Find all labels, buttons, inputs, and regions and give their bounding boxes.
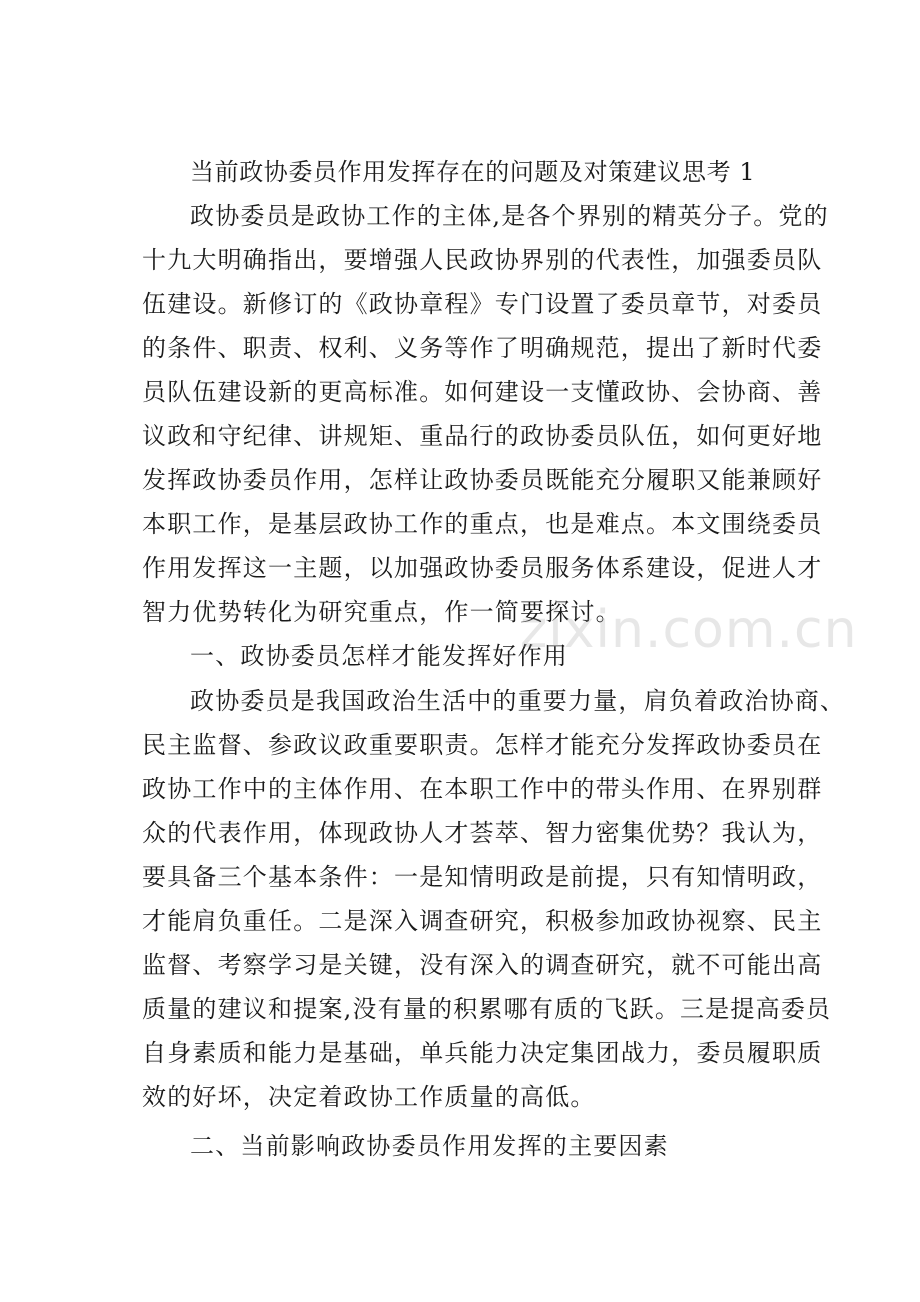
paragraph-line: 监督、考察学习是关键，没有深入的调查研究，就不可能出高 <box>142 951 823 979</box>
paragraph-line: 众的代表作用，体现政协人才荟萃、智力密集优势？我认为， <box>142 819 823 847</box>
paragraph-line: 智力优势转化为研究重点，作一简要探讨。 <box>142 598 621 626</box>
paragraph-line: 作用发挥这一主题，以加强政协委员服务体系建设，促进人才 <box>142 554 823 582</box>
paragraph-line: 才能肩负重任。二是深入调查研究，积极参加政协视察、民主 <box>142 907 823 935</box>
paragraph-line: 发挥政协委员作用，怎样让政协委员既能充分履职又能兼顾好 <box>142 466 823 494</box>
paragraph-line: 自身素质和能力是基础，单兵能力决定集团战力，委员履职质 <box>142 1039 823 1067</box>
watermark: zixin.com.cn <box>520 600 858 660</box>
paragraph-line: 本职工作，是基层政协工作的重点，也是难点。本文围绕委员 <box>142 510 823 538</box>
paragraph-line: 议政和守纪律、讲规矩、重品行的政协委员队伍，如何更好地 <box>142 422 823 450</box>
paragraph-line: 政协委员是我国政治生活中的重要力量，肩负着政治协商、 <box>190 687 846 715</box>
paragraph-line: 政协工作中的主体作用、在本职工作中的带头作用、在界别群 <box>142 775 823 803</box>
paragraph-line: 民主监督、参政议政重要职责。怎样才能充分发挥政协委员在 <box>142 731 823 759</box>
paragraph-line: 质量的建议和提案,没有量的积累哪有质的飞跃。三是提高委员 <box>142 995 832 1023</box>
paragraph-line: 员队伍建设新的更高标准。如何建设一支懂政协、会协商、善 <box>142 378 823 406</box>
section-heading: 二、当前影响政协委员作用发挥的主要因素 <box>190 1132 669 1160</box>
section-heading: 一、政协委员怎样才能发挥好作用 <box>190 642 568 670</box>
paragraph-line: 政协委员是政协工作的主体,是各个界别的精英分子。党的 <box>190 202 829 230</box>
paragraph-line: 的条件、职责、权利、义务等作了明确规范，提出了新时代委 <box>142 334 823 362</box>
paragraph-line: 伍建设。新修订的《政协章程》专门设置了委员章节，对委员 <box>142 290 823 318</box>
paragraph-line: 要具备三个基本条件：一是知情明政是前提，只有知情明政， <box>142 863 823 891</box>
paragraph-line: 效的好坏，决定着政协工作质量的高低。 <box>142 1083 596 1111</box>
document-title: 当前政协委员作用发挥存在的问题及对策建议思考 1 <box>190 158 756 186</box>
paragraph-line: 十九大明确指出，要增强人民政协界别的代表性，加强委员队 <box>142 246 823 274</box>
